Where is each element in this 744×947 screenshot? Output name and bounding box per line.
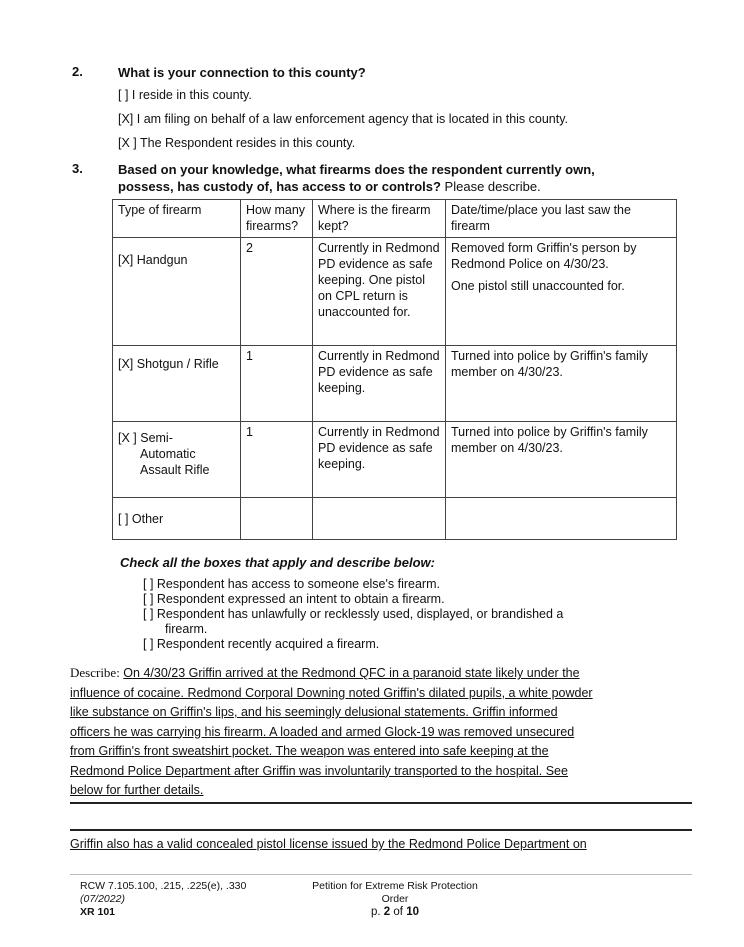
row-handgun-where: Currently in Redmond PD evidence as safe keeping. One pistol on CPL return is unaccounted for.	[313, 238, 446, 346]
describe-rule-1	[70, 802, 692, 804]
row-other-seen	[446, 498, 677, 540]
describe-line-3: like substance on Griffin's lips, and his seemingly delusional statements. Griffin informed	[70, 705, 558, 719]
header-type: Type of firearm	[113, 200, 241, 238]
row-handgun-seen	[446, 238, 677, 346]
row-assault-type-3: Assault Rifle	[140, 463, 210, 477]
check-intent-obtain[interactable]: [ ] Respondent expressed an intent to obtain a firearm.	[143, 592, 445, 606]
row-assault-seen: Turned into police by Griffin's family member on 4/30/23.	[446, 422, 677, 498]
question-2-number: 2.	[72, 64, 83, 79]
footer-page-total: 10	[406, 906, 419, 918]
row-handgun-type: [X] Handgun	[113, 238, 241, 346]
row-assault-type-1: [X ] Semi-	[118, 431, 173, 445]
row-shotgun-where: Currently in Redmond PD evidence as safe keeping.	[313, 346, 446, 422]
table-header-row	[113, 200, 677, 238]
row-other-count	[241, 498, 313, 540]
footer-title-2: Order	[381, 893, 409, 905]
table-row	[113, 422, 677, 498]
row-assault-type-2: Automatic	[140, 447, 196, 461]
footer-page-prefix: p.	[371, 906, 384, 918]
firearms-table	[112, 199, 677, 540]
footer-date: (07/2022)	[80, 893, 125, 905]
row-assault-type	[113, 422, 241, 498]
header-last-seen: Date/time/place you last saw the firearm	[446, 200, 677, 238]
row-other-type: [ ] Other	[113, 498, 241, 540]
check-access-others-firearm[interactable]: [ ] Respondent has access to someone else's firearm.	[143, 577, 440, 591]
check-unlawful-use-cont: firearm.	[165, 622, 208, 636]
footer-center	[270, 880, 520, 919]
describe-line-5: from Griffin's front sweatshirt pocket. The weapon was entered into safe keeping at the	[70, 744, 549, 758]
check-unlawful-use[interactable]: [ ] Respondent has unlawfully or recklessly used, displayed, or brandished a	[143, 607, 564, 621]
table-row	[113, 498, 677, 540]
option-respondent-resides[interactable]: [X ] The Respondent resides in this county.	[118, 136, 356, 150]
row-other-where	[313, 498, 446, 540]
footer-page	[270, 906, 520, 919]
question-3-suffix: Please describe.	[440, 179, 541, 194]
question-3-text	[118, 161, 688, 195]
option-law-enforcement[interactable]: [X] I am filing on behalf of a law enforcement agency that is located in this county.	[118, 112, 569, 126]
row-shotgun-seen: Turned into police by Griffin's family member on 4/30/23.	[446, 346, 677, 422]
footer-left	[80, 880, 246, 919]
row-assault-count: 1	[241, 422, 313, 498]
footer-divider	[70, 874, 692, 875]
table-row	[113, 238, 677, 346]
row-shotgun-count: 1	[241, 346, 313, 422]
question-3-number: 3.	[72, 161, 83, 176]
describe-line-2: influence of cocaine. Redmond Corporal Downing noted Griffin's dilated pupils, a white powder	[70, 685, 593, 700]
option-reside-county[interactable]: [ ] I reside in this county.	[118, 88, 252, 102]
row-handgun-seen-2: One pistol still unaccounted for.	[451, 279, 625, 293]
table-row	[113, 346, 677, 422]
describe-block	[70, 663, 688, 801]
checks-heading: Check all the boxes that apply and describe below:	[120, 555, 435, 570]
footer-rcw: RCW 7.105.100, .215, .225(e), .330	[80, 880, 247, 892]
describe-line-1: On 4/30/23 Griffin arrived at the Redmond QFC in a paranoid state likely under the	[123, 666, 580, 680]
question-3-line2-bold: possess, has custody of, has access to or controls?	[118, 179, 441, 194]
question-3-line1: Based on your knowledge, what firearms does the respondent currently own,	[118, 162, 595, 177]
row-handgun-count: 2	[241, 238, 313, 346]
describe-rule-2	[70, 829, 692, 831]
row-assault-where: Currently in Redmond PD evidence as safe keeping.	[313, 422, 446, 498]
row-shotgun-type: [X] Shotgun / Rifle	[113, 346, 241, 422]
describe-continued: Griffin also has a valid concealed pistol license issued by the Redmond Police Department on	[70, 837, 587, 851]
describe-label: Describe:	[70, 665, 120, 680]
checks-list	[143, 577, 663, 652]
header-count: How many firearms?	[241, 200, 313, 238]
describe-line-7: below for further details.	[70, 783, 204, 797]
describe-line-4: officers he was carrying his firearm. A loaded and armed Glock-19 was removed unsecured	[70, 724, 575, 739]
question-3-line2	[118, 178, 688, 195]
footer-title-1: Petition for Extreme Risk Protection	[312, 880, 478, 892]
footer-page-num: 2	[383, 906, 391, 918]
header-where: Where is the firearm kept?	[313, 200, 446, 238]
check-recently-acquired[interactable]: [ ] Respondent recently acquired a firearm.	[143, 637, 380, 651]
row-handgun-seen-1: Removed form Griffin's person by Redmond Police on 4/30/23.	[451, 241, 637, 271]
describe-line-6: Redmond Police Department after Griffin was involuntarily transported to the hospital. See	[70, 763, 568, 778]
footer-form: XR 101	[80, 906, 116, 918]
footer-page-mid: of	[390, 906, 407, 918]
question-2-text: What is your connection to this county?	[118, 65, 366, 80]
